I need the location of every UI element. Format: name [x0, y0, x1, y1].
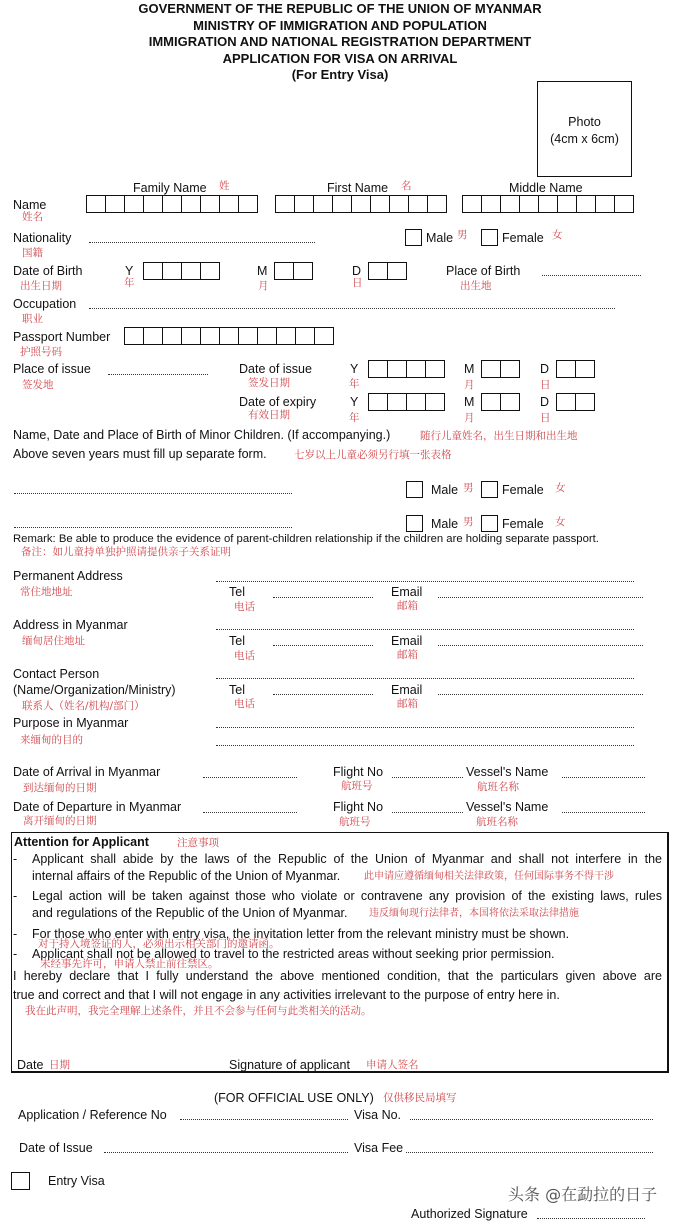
female-label: Female — [502, 231, 544, 245]
char-box[interactable] — [201, 196, 220, 212]
nationality-field[interactable] — [89, 242, 315, 243]
departure-vessel-cn: 航班名称 — [476, 816, 518, 828]
dob-year-cn: 年 — [124, 277, 135, 289]
char-box[interactable] — [577, 196, 596, 212]
dob-day-cn: 日 — [352, 277, 363, 289]
char-box[interactable] — [388, 263, 407, 279]
char-box[interactable] — [426, 361, 445, 377]
remark-cn: 备注：如儿童持单独护照请提供亲子关系证明 — [21, 546, 231, 558]
child-2-field[interactable] — [14, 527, 292, 528]
child-1-female-label: Female — [502, 483, 544, 497]
issue-year-boxes[interactable] — [368, 360, 445, 378]
myanmar-email-cn: 邮箱 — [397, 649, 418, 661]
char-box[interactable] — [407, 361, 426, 377]
middle-name-label: Middle Name — [509, 181, 583, 195]
char-box[interactable] — [201, 328, 220, 344]
children-note-cn: 七岁以上儿童必须另行填一张表格 — [294, 449, 452, 461]
photo-size: (4cm x 6cm) — [550, 132, 619, 146]
visa-fee-field[interactable] — [406, 1152, 653, 1153]
visa-no-field[interactable] — [410, 1119, 653, 1120]
purpose-label: Purpose in Myanmar — [13, 716, 129, 730]
char-box[interactable] — [426, 394, 445, 410]
char-box[interactable] — [144, 196, 163, 212]
myanmar-tel-cn: 电话 — [234, 650, 255, 662]
char-box[interactable] — [163, 328, 182, 344]
declaration-line1: I hereby declare that I fully understand the above mentioned condition, that the particulars given above are — [13, 969, 662, 983]
purpose-field-1[interactable] — [216, 727, 634, 728]
contact-person-cn: 联系人（姓名/机构/部门） — [22, 700, 145, 712]
myanmar-address-cn: 缅甸居住地址 — [22, 635, 85, 647]
reference-no-field[interactable] — [180, 1119, 348, 1120]
child-1-male-cn: 男 — [463, 482, 474, 494]
char-box[interactable] — [369, 361, 388, 377]
dob-day-label: D — [352, 264, 362, 278]
char-box[interactable] — [557, 361, 576, 377]
char-box[interactable] — [371, 196, 390, 212]
myanmar-email-label: Email — [391, 634, 423, 648]
issue-day-cn: 日 — [540, 379, 551, 391]
contact-person-label: Contact Person — [13, 667, 100, 681]
family-name-boxes[interactable] — [86, 195, 258, 213]
attention-title: Attention for Applicant — [14, 835, 149, 849]
dob-year-label: Y — [125, 264, 134, 278]
char-box[interactable] — [369, 263, 388, 279]
passport-label-cn: 护照号码 — [20, 346, 62, 358]
male-label: Male — [426, 231, 454, 245]
char-box[interactable] — [163, 263, 182, 279]
permanent-email-label: Email — [391, 585, 423, 599]
date-of-expiry-label: Date of expiry — [239, 395, 317, 409]
departure-vessel-label: Vessel's Name — [466, 800, 549, 814]
myanmar-tel-label: Tel — [229, 634, 245, 648]
female-label-cn: 女 — [552, 229, 563, 241]
date-of-issue-official-field[interactable] — [104, 1152, 348, 1153]
char-box[interactable] — [520, 196, 539, 212]
char-box[interactable] — [333, 196, 352, 212]
form-title: APPLICATION FOR VISA ON ARRIVAL — [222, 51, 458, 66]
date-of-issue-cn: 签发日期 — [248, 377, 290, 389]
reference-no-label: Application / Reference No — [18, 1108, 167, 1122]
place-of-birth-field[interactable] — [542, 275, 641, 276]
myanmar-address-field[interactable] — [216, 629, 634, 630]
char-box[interactable] — [482, 361, 501, 377]
passport-label: Passport Number — [13, 330, 111, 344]
char-box[interactable] — [482, 394, 501, 410]
char-box[interactable] — [220, 196, 239, 212]
date-label-cn: 日期 — [49, 1059, 70, 1071]
issue-month-boxes[interactable] — [481, 360, 520, 378]
visa-no-label: Visa No. — [354, 1108, 402, 1122]
char-box[interactable] — [277, 328, 296, 344]
first-name-boxes[interactable] — [275, 195, 447, 213]
permanent-tel-cn: 电话 — [234, 601, 255, 613]
char-box[interactable] — [294, 263, 313, 279]
char-box[interactable] — [125, 196, 144, 212]
first-name-label: First Name — [327, 181, 389, 195]
occupation-label: Occupation — [13, 297, 77, 311]
char-box[interactable] — [220, 328, 239, 344]
attention-item-4: Applicant shall not be allowed to travel to the restricted areas without seeking prior permission. — [32, 947, 555, 961]
child-1-female-checkbox[interactable] — [481, 481, 498, 498]
char-box[interactable] — [501, 196, 520, 212]
header-department: IMMIGRATION AND NATIONAL REGISTRATION DEPARTMENT — [148, 34, 532, 49]
declaration-cn: 我在此声明，我完全理解上述条件，并且不会参与任何与此类相关的活动。 — [25, 1005, 372, 1017]
permanent-tel-field[interactable] — [273, 597, 373, 598]
char-box[interactable] — [596, 196, 615, 212]
contact-email-label: Email — [391, 683, 423, 697]
char-box[interactable] — [615, 196, 634, 212]
dob-month-label: M — [257, 264, 268, 278]
char-box[interactable] — [558, 196, 577, 212]
middle-name-boxes[interactable] — [462, 195, 634, 213]
bullet-dash: - — [13, 947, 18, 961]
issue-day-boxes[interactable] — [556, 360, 595, 378]
photo-label: Photo — [568, 115, 601, 129]
char-box[interactable] — [388, 361, 407, 377]
arrival-vessel-label: Vessel's Name — [466, 765, 549, 779]
place-of-issue-cn: 签发地 — [22, 379, 54, 391]
char-box[interactable] — [501, 394, 520, 410]
departure-flight-field[interactable] — [392, 812, 463, 813]
occupation-field[interactable] — [89, 308, 615, 309]
permanent-email-field[interactable] — [438, 597, 643, 598]
expiry-month-cn: 月 — [464, 412, 475, 424]
char-box[interactable] — [144, 263, 163, 279]
first-name-label-cn: 名 — [401, 180, 412, 192]
departure-flight-cn: 航班号 — [339, 816, 371, 828]
char-box[interactable] — [87, 196, 106, 212]
bullet-dash: - — [13, 889, 18, 903]
female-checkbox[interactable] — [481, 229, 498, 246]
authorized-signature-label: Authorized Signature — [411, 1207, 528, 1221]
male-label-cn: 男 — [457, 229, 468, 241]
watermark: 头条 @在勐拉的日子 — [508, 1185, 658, 1204]
expiry-day-label: D — [540, 395, 550, 409]
header-ministry: MINISTRY OF IMMIGRATION AND POPULATION — [193, 18, 487, 33]
char-box[interactable] — [409, 196, 428, 212]
children-heading: Name, Date and Place of Birth of Minor Children. (If accompanying.) — [13, 428, 391, 442]
declaration-line2: true and correct and that I will not engage in any activities irrelevant to the purpose of entry here in. — [13, 988, 560, 1002]
char-box[interactable] — [482, 196, 501, 212]
char-box[interactable] — [369, 394, 388, 410]
char-box[interactable] — [239, 196, 258, 212]
char-box[interactable] — [388, 394, 407, 410]
contact-person-field[interactable] — [216, 678, 634, 679]
visa-fee-label: Visa Fee — [354, 1141, 404, 1155]
header-government: GOVERNMENT OF THE REPUBLIC OF THE UNION OF MYANMAR — [138, 1, 542, 16]
char-box[interactable] — [390, 196, 409, 212]
remark: Remark: Be able to produce the evidence of parent-children relationship if the children are holding separate passport. — [13, 533, 599, 545]
arrival-label: Date of Arrival in Myanmar — [13, 765, 161, 779]
permanent-email-cn: 邮箱 — [397, 600, 418, 612]
children-heading-cn: 随行儿童姓名，出生日期和出生地 — [420, 430, 578, 442]
child-2-male-checkbox[interactable] — [406, 515, 423, 532]
dob-label: Date of Birth — [13, 264, 83, 278]
char-box[interactable] — [125, 328, 144, 344]
attention-item-1-line1: Applicant shall abide by the laws of the Republic of the Union of Myanmar and shall not interfere in the — [32, 852, 662, 866]
dob-month-boxes[interactable] — [274, 262, 313, 280]
char-box[interactable] — [428, 196, 447, 212]
contact-person-sublabel: (Name/Organization/Ministry) — [13, 683, 176, 697]
char-box[interactable] — [258, 328, 277, 344]
family-name-label: Family Name — [133, 181, 207, 195]
departure-label: Date of Departure in Myanmar — [13, 800, 182, 814]
issue-month-label: M — [464, 362, 475, 376]
nationality-label: Nationality — [13, 231, 72, 245]
place-of-birth-cn: 出生地 — [460, 280, 492, 292]
issue-year-cn: 年 — [349, 378, 360, 390]
departure-flight-label: Flight No — [333, 800, 384, 814]
permanent-address-cn: 常住地地址 — [20, 586, 73, 598]
purpose-cn: 来缅甸的目的 — [20, 734, 83, 746]
child-2-female-cn: 女 — [555, 516, 566, 528]
contact-tel-cn: 电话 — [234, 698, 255, 710]
char-box[interactable] — [501, 361, 520, 377]
contact-tel-field[interactable] — [273, 694, 373, 695]
expiry-month-label: M — [464, 395, 475, 409]
name-label-cn: 姓名 — [22, 211, 43, 223]
myanmar-tel-field[interactable] — [273, 645, 373, 646]
attention-item-1-line2: internal affairs of the Republic of the Union of Myanmar. — [32, 869, 341, 883]
authorized-signature-field[interactable] — [537, 1218, 645, 1219]
char-box[interactable] — [144, 328, 163, 344]
expiry-day-cn: 日 — [540, 412, 551, 424]
char-box[interactable] — [295, 196, 314, 212]
arrival-vessel-cn: 航班名称 — [477, 781, 519, 793]
expiry-year-boxes[interactable] — [368, 393, 445, 411]
contact-email-field[interactable] — [438, 694, 643, 695]
char-box[interactable] — [557, 394, 576, 410]
dob-day-boxes[interactable] — [368, 262, 407, 280]
permanent-tel-label: Tel — [229, 585, 245, 599]
arrival-cn: 到达缅甸的日期 — [23, 782, 97, 794]
children-note: Above seven years must fill up separate form. — [13, 447, 267, 461]
expiry-month-boxes[interactable] — [481, 393, 520, 411]
char-box[interactable] — [576, 394, 595, 410]
myanmar-email-field[interactable] — [438, 645, 643, 646]
char-box[interactable] — [163, 196, 182, 212]
attention-item-2-cn: 违反缅甸现行法律者，本国将依法采取法律措施 — [369, 908, 579, 919]
char-box[interactable] — [539, 196, 558, 212]
departure-cn: 离开缅甸的日期 — [23, 815, 97, 827]
child-2-male-cn: 男 — [463, 516, 474, 528]
permanent-address-field[interactable] — [216, 581, 634, 582]
arrival-flight-cn: 航班号 — [341, 780, 373, 792]
child-1-female-cn: 女 — [555, 482, 566, 494]
entry-visa-label: Entry Visa — [48, 1174, 105, 1188]
char-box[interactable] — [315, 328, 334, 344]
departure-date-field[interactable] — [203, 812, 297, 813]
departure-vessel-field[interactable] — [562, 812, 645, 813]
passport-number-boxes[interactable] — [124, 327, 334, 345]
expiry-year-label: Y — [350, 395, 359, 409]
entry-visa-checkbox[interactable] — [11, 1172, 30, 1190]
bullet-dash: - — [13, 852, 18, 866]
attention-item-2-line1: Legal action will be taken against those who violate or contravene any provision of the existing laws, rules — [32, 889, 662, 903]
dob-year-boxes[interactable] — [143, 262, 220, 280]
attention-item-4-cn: 未经事先许可，申请人禁止前往禁区。 — [40, 958, 219, 970]
date-of-expiry-cn: 有效日期 — [248, 409, 290, 421]
char-box[interactable] — [576, 361, 595, 377]
signature-label-cn: 申请人签名 — [366, 1059, 419, 1071]
attention-item-3-cn: 对于持入境签证的人，必须出示相关部门的邀请函。 — [38, 938, 280, 950]
char-box[interactable] — [463, 196, 482, 212]
issue-month-cn: 月 — [464, 379, 475, 391]
date-of-issue-label: Date of issue — [239, 362, 312, 376]
purpose-field-2[interactable] — [216, 745, 634, 746]
bullet-dash: - — [13, 927, 18, 941]
arrival-vessel-field[interactable] — [562, 777, 645, 778]
myanmar-address-label: Address in Myanmar — [13, 618, 128, 632]
child-2-male-label: Male — [431, 517, 459, 531]
occupation-label-cn: 职业 — [22, 313, 43, 325]
family-name-label-cn: 姓 — [219, 180, 230, 192]
child-1-male-checkbox[interactable] — [406, 481, 423, 498]
name-label: Name — [13, 198, 47, 212]
official-use-title: (FOR OFFICIAL USE ONLY) — [214, 1091, 374, 1105]
male-checkbox[interactable] — [405, 229, 422, 246]
place-of-issue-field[interactable] — [108, 374, 208, 375]
signature-label: Signature of applicant — [229, 1058, 350, 1072]
char-box[interactable] — [352, 196, 371, 212]
child-1-male-label: Male — [431, 483, 459, 497]
char-box[interactable] — [201, 263, 220, 279]
official-use-title-cn: 仅供移民局填写 — [383, 1092, 457, 1104]
contact-tel-label: Tel — [229, 683, 245, 697]
char-box[interactable] — [182, 196, 201, 212]
attention-item-3: For those who enter with entry visa, the invitation letter from the relevant ministry must be shown. — [32, 927, 570, 941]
expiry-day-boxes[interactable] — [556, 393, 595, 411]
expiry-year-cn: 年 — [349, 412, 360, 424]
arrival-date-field[interactable] — [203, 777, 297, 778]
char-box[interactable] — [239, 328, 258, 344]
issue-year-label: Y — [350, 362, 359, 376]
char-box[interactable] — [407, 394, 426, 410]
attention-item-2-line2: and regulations of the Republic of the Union of Myanmar. — [32, 906, 348, 920]
place-of-issue-label: Place of issue — [13, 362, 91, 376]
char-box[interactable] — [106, 196, 125, 212]
date-label: Date — [17, 1058, 44, 1072]
char-box[interactable] — [182, 263, 201, 279]
date-of-issue-official-label: Date of Issue — [19, 1141, 93, 1155]
form-subtitle: (For Entry Visa) — [291, 67, 389, 82]
char-box[interactable] — [182, 328, 201, 344]
child-2-female-label: Female — [502, 517, 544, 531]
permanent-address-label: Permanent Address — [13, 569, 123, 583]
arrival-flight-field[interactable] — [392, 777, 463, 778]
arrival-flight-label: Flight No — [333, 765, 384, 779]
dob-month-cn: 月 — [258, 280, 269, 292]
nationality-label-cn: 国籍 — [22, 247, 43, 259]
dob-label-cn: 出生日期 — [20, 280, 62, 292]
photo-box[interactable] — [537, 81, 632, 177]
attention-item-1-cn: 此申请应遵循缅甸相关法律政策，任何国际事务不得干涉 — [364, 871, 614, 882]
issue-day-label: D — [540, 362, 550, 376]
place-of-birth-label: Place of Birth — [446, 264, 521, 278]
char-box[interactable] — [296, 328, 315, 344]
char-box[interactable] — [276, 196, 295, 212]
child-1-field[interactable] — [14, 493, 292, 494]
char-box[interactable] — [275, 263, 294, 279]
char-box[interactable] — [314, 196, 333, 212]
child-2-female-checkbox[interactable] — [481, 515, 498, 532]
attention-title-cn: 注意事项 — [177, 837, 219, 849]
contact-email-cn: 邮箱 — [397, 698, 418, 710]
